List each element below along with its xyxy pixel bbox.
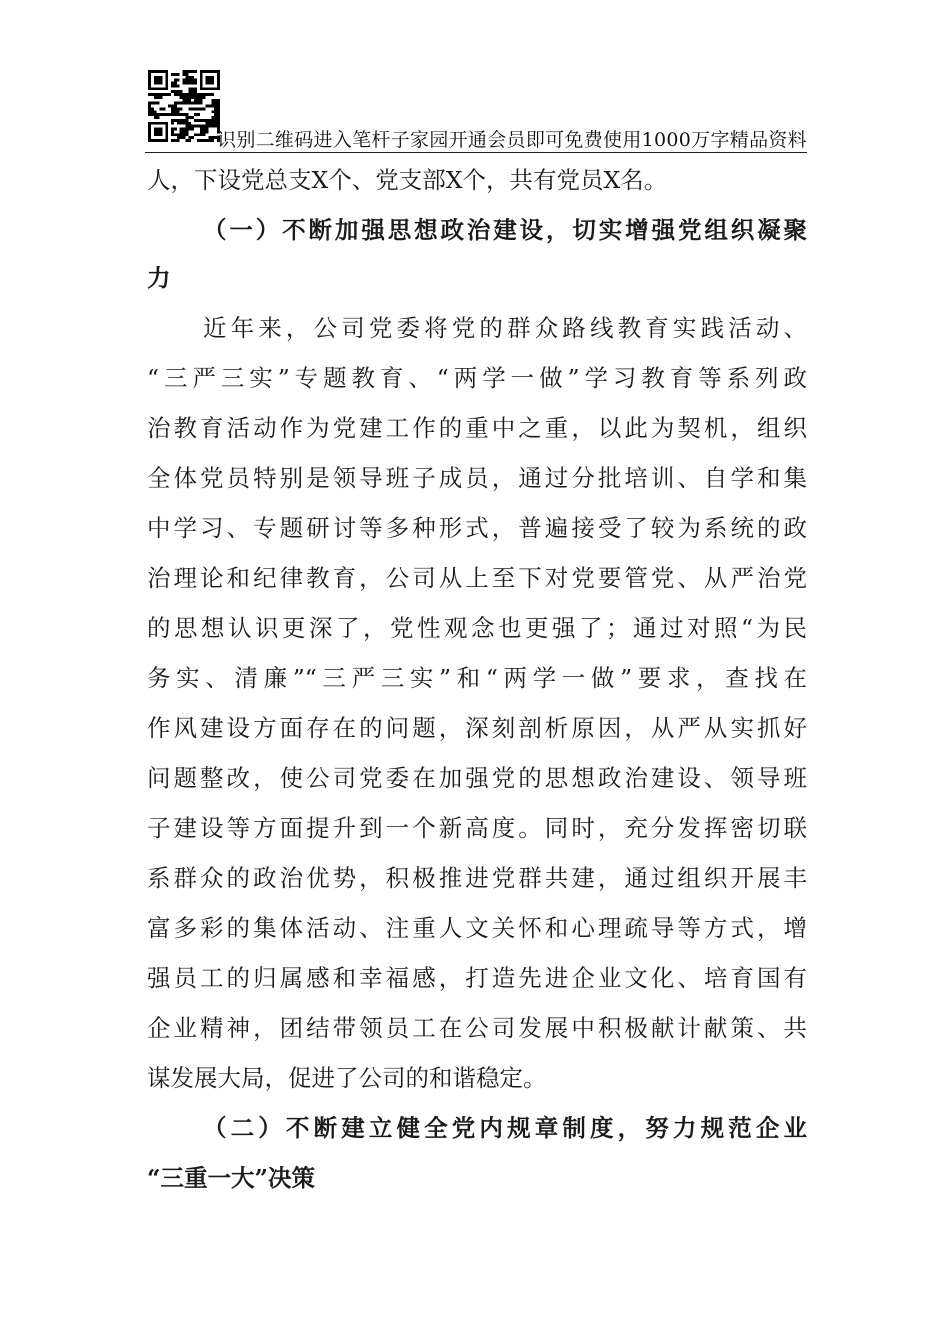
page-header [145, 68, 807, 154]
paragraph-line: 务实、清廉”“三严三实”和“两学一做”要求，查找在 [147, 664, 807, 692]
paragraph-line: 作风建设方面存在的问题，深刻剖析原因，从严从实抓好 [147, 714, 807, 742]
paragraph-line: “三严三实”专题教育、“两学一做”学习教育等系列政 [147, 364, 807, 392]
paragraph-line: 人，下设党总支X个、党支部X个，共有党员X名。 [147, 166, 668, 194]
section-heading-line: “三重一大”决策 [147, 1164, 316, 1192]
paragraph-line: 近年来，公司党委将党的群众路线教育实践活动、 [203, 314, 807, 342]
paragraph-line: 系群众的政治优势，积极推进党群共建，通过组织开展丰 [147, 864, 807, 892]
paragraph-line: 治教育活动作为党建工作的重中之重，以此为契机，组织 [147, 414, 807, 442]
qr-code-icon [148, 70, 220, 142]
paragraph-line: 问题整改，使公司党委在加强党的思想政治建设、领导班 [147, 764, 807, 792]
paragraph-line: 强员工的归属感和幸福感，打造先进企业文化、培育国有 [147, 964, 807, 992]
paragraph-line: 企业精神，团结带领员工在公司发展中积极献计献策、共 [147, 1014, 807, 1042]
paragraph-line: 治理论和纪律教育，公司从上至下对党要管党、从严治党 [147, 564, 807, 592]
paragraph-line: 谋发展大局，促进了公司的和谐稳定。 [147, 1064, 547, 1092]
paragraph-line: 富多彩的集体活动、注重人文关怀和心理疏导等方式，增 [147, 914, 807, 942]
paragraph-line: 的思想认识更深了，党性观念也更强了；通过对照“为民 [147, 614, 807, 642]
header-rule [145, 152, 807, 153]
section-heading-line: 力 [147, 264, 171, 292]
header-banner-text: 识别二维码进入笔杆子家园开通会员即可免费使用1000万字精品资料 [217, 129, 807, 151]
section-heading-line: （二）不断建立健全党内规章制度，努力规范企业 [203, 1114, 807, 1142]
paragraph-line: 全体党员特别是领导班子成员，通过分批培训、自学和集 [147, 464, 807, 492]
paragraph-line: 中学习、专题研讨等多种形式，普遍接受了较为系统的政 [147, 514, 807, 542]
section-heading-line: （一）不断加强思想政治建设，切实增强党组织凝聚 [203, 216, 807, 244]
paragraph-line: 子建设等方面提升到一个新高度。同时，充分发挥密切联 [147, 814, 807, 842]
